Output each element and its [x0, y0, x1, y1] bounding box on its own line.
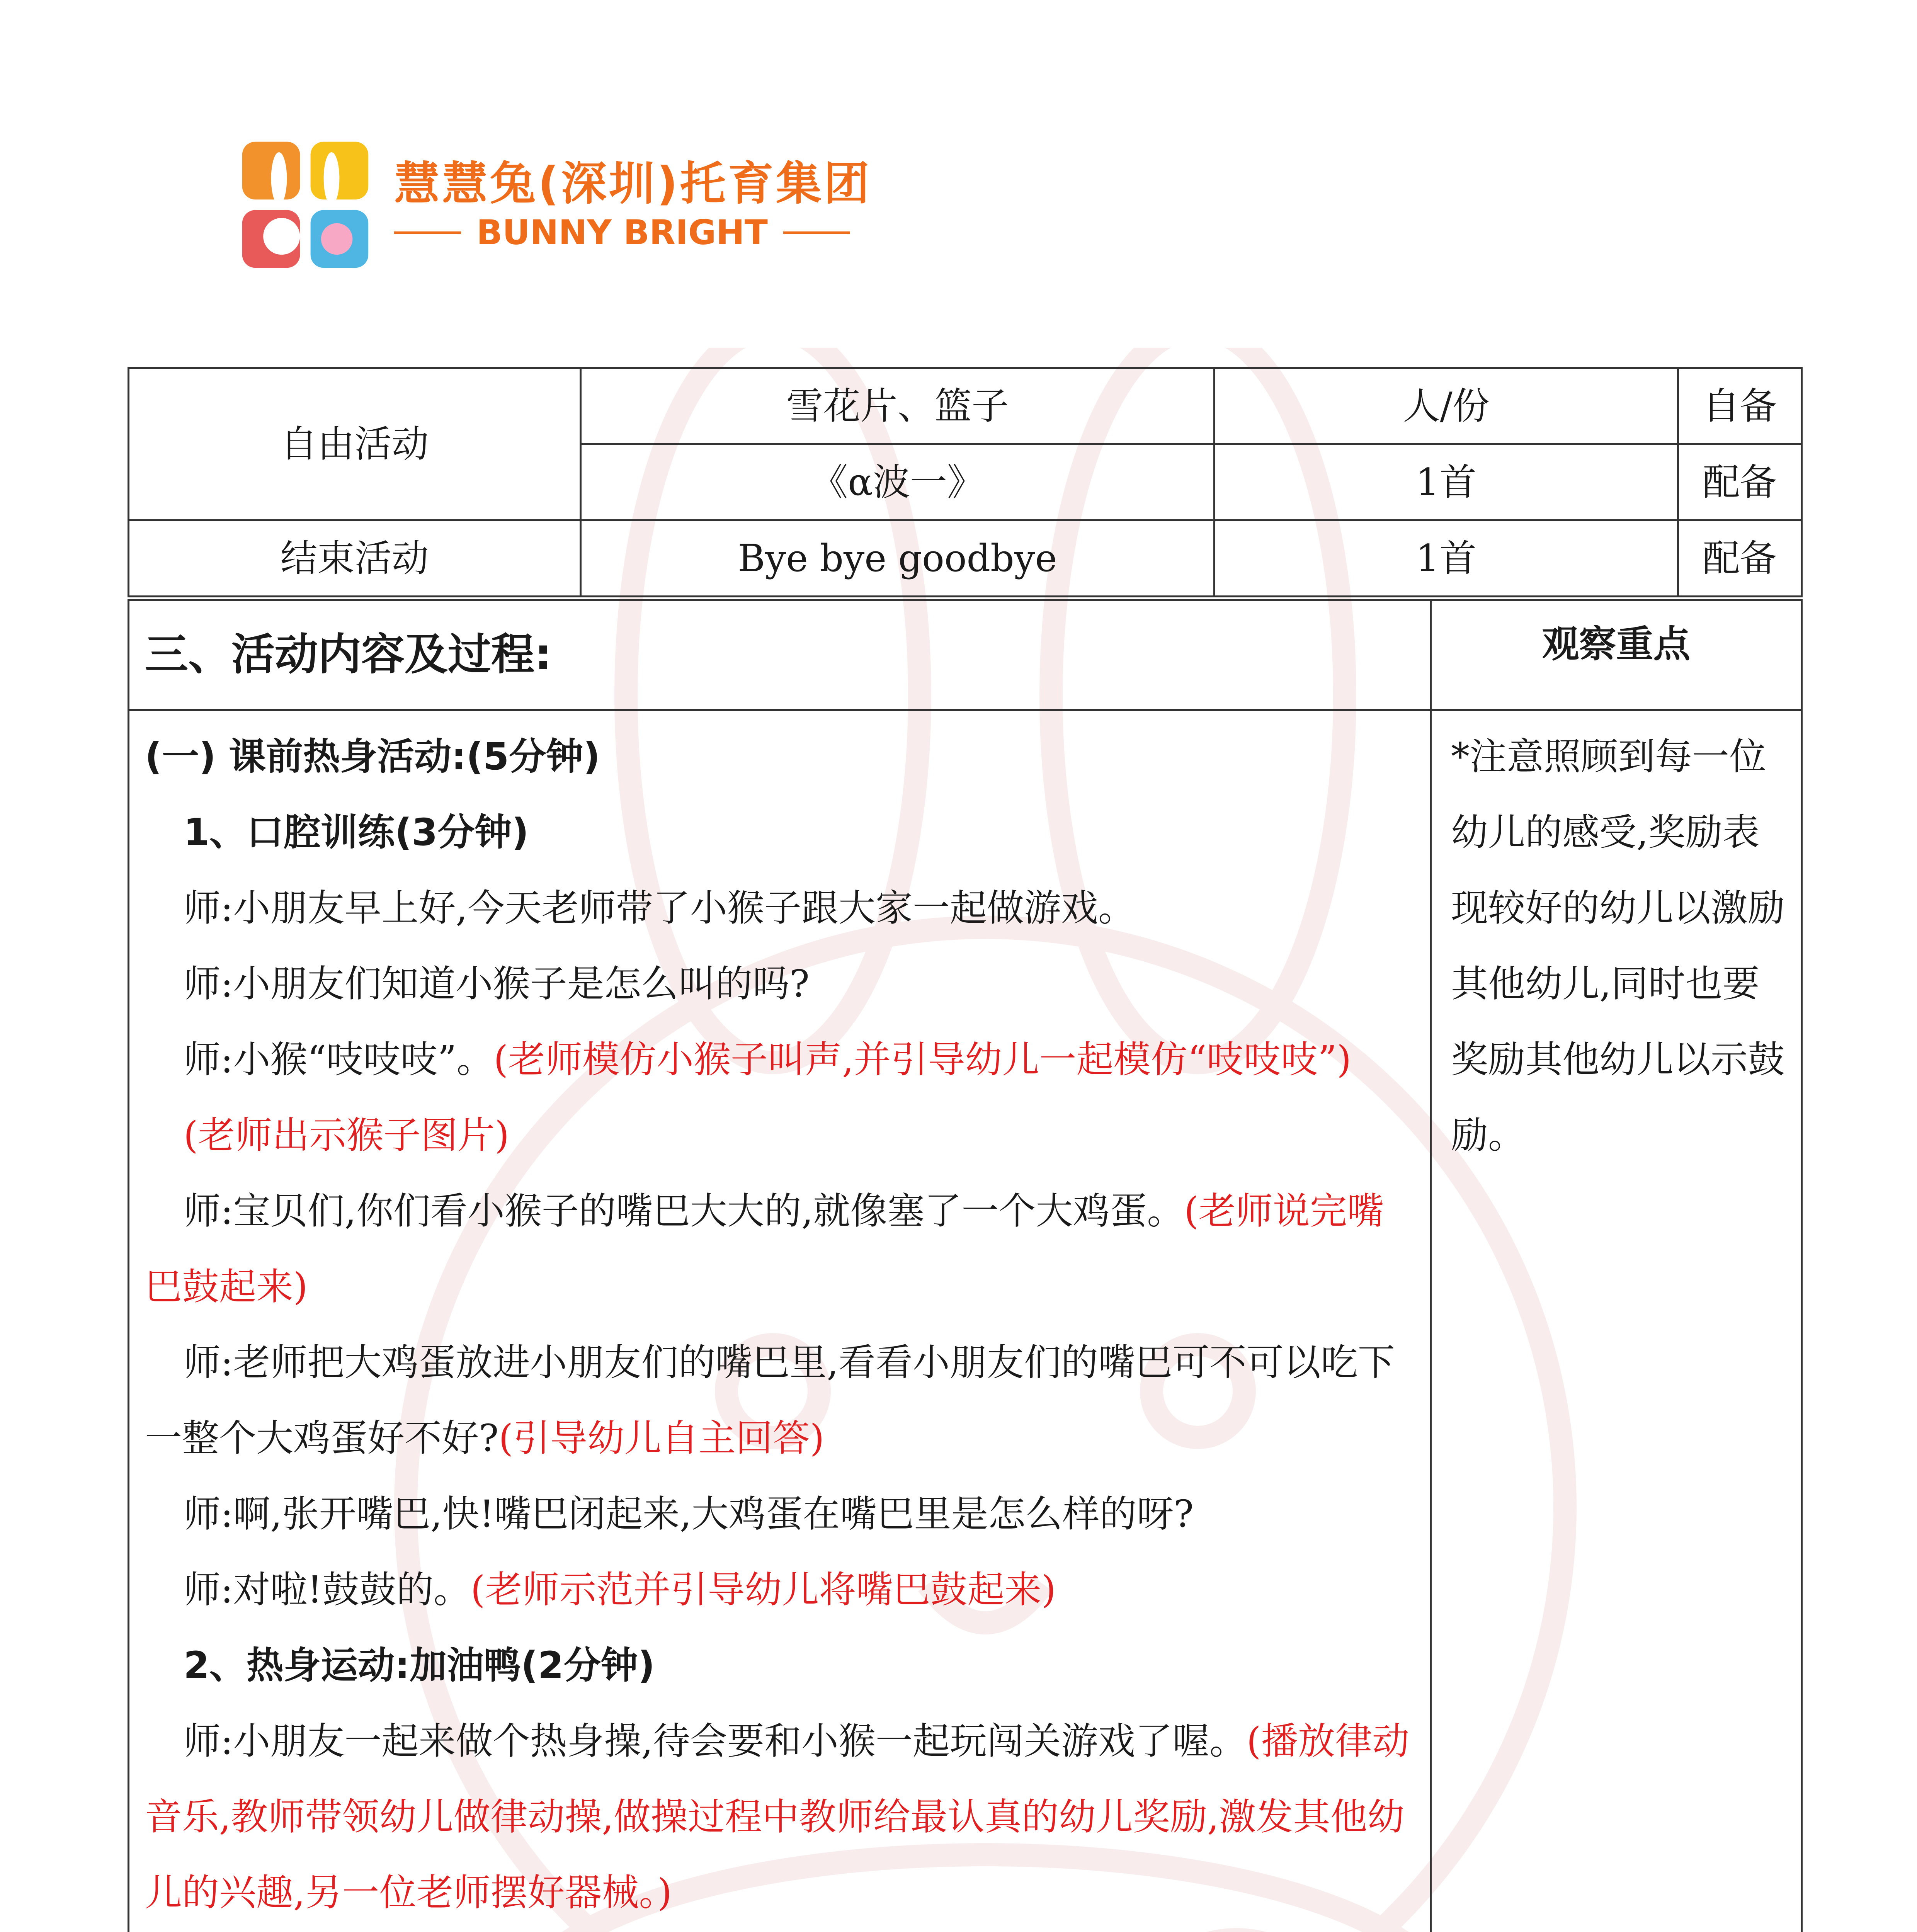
table-row	[129, 710, 1802, 1932]
dialogue-line	[145, 1552, 1414, 1628]
source-cell: 配备	[1678, 520, 1802, 597]
logo-subtitle-row	[394, 213, 850, 252]
dialogue-line	[145, 1022, 1414, 1097]
table-row	[129, 600, 1802, 710]
divider	[394, 231, 461, 234]
logo-subtitle: BUNNY BRIGHT	[476, 213, 768, 252]
bunny-logo-icon	[240, 139, 371, 270]
item-cell: 雪花片、篮子	[581, 368, 1214, 444]
quantity-cell: 1首	[1214, 520, 1678, 597]
company-logo	[240, 139, 896, 270]
dialogue-line: 师:小朋友早上好,今天老师带了小猴子跟大家一起做游戏。	[184, 886, 1135, 930]
source-cell: 自备	[1678, 368, 1802, 444]
dialogue-line	[145, 1703, 1414, 1930]
source-cell: 配备	[1678, 444, 1802, 520]
teacher-note: (老师模仿小猴子叫声,并引导幼儿一起模仿“吱吱吱”)	[493, 1038, 1352, 1081]
table-row	[129, 520, 1802, 597]
activity-cell: 自由活动	[129, 368, 581, 520]
teacher-note: (老师出示猴子图片)	[184, 1114, 509, 1157]
dialogue-text: 师:小朋友一起来做个热身操,待会要和小猴一起玩闯关游戏了喔。	[184, 1719, 1247, 1763]
dialogue-line	[145, 1173, 1414, 1325]
dialogue-text: 师:小猴“吱吱吱”。	[184, 1038, 494, 1081]
materials-table	[128, 367, 1803, 597]
dialogue-line	[145, 1325, 1414, 1476]
teacher-note: (老师说完嘴巴鼓起来)	[145, 1189, 1384, 1308]
dialogue-text: 师:老师把大鸡蛋放进小朋友们的嘴巴里,看看小朋友们的嘴巴可不可以吃下一整个大鸡蛋好不好?	[145, 1341, 1395, 1460]
sub-heading: 1、口腔训练(3分钟)	[184, 811, 529, 854]
dialogue-text: 师:宝贝们,你们看小猴子的嘴巴大大的,就像塞了一个大鸡蛋。	[184, 1189, 1184, 1233]
teacher-note: (播放律动音乐,教师带领幼儿做律动操,做操过程中教师给最认真的幼儿奖励,激发其他幼儿的兴趣,另一位老师摆好器械。)	[145, 1719, 1410, 1914]
observation-title: 观察重点	[1431, 600, 1802, 710]
dialogue-text: 师:对啦!鼓鼓的。	[184, 1568, 471, 1611]
quantity-cell: 人/份	[1214, 368, 1678, 444]
teacher-note: (老师示范并引导幼儿将嘴巴鼓起来)	[470, 1568, 1056, 1611]
observation-cell	[1431, 710, 1802, 1932]
dialogue-line: 师:小朋友们知道小猴子是怎么叫的吗?	[184, 962, 810, 1005]
item-cell: Bye bye goodbye	[581, 520, 1214, 597]
warmup-content	[129, 710, 1431, 1932]
sub-heading: 2、热身运动:加油鸭(2分钟)	[184, 1644, 655, 1687]
part-heading: (一) 课前热身活动:(5分钟)	[145, 735, 600, 778]
section-title: 三、活动内容及过程:	[129, 600, 1431, 710]
item-cell: 《α波一》	[581, 444, 1214, 520]
teacher-note: (引导幼儿自主回答)	[498, 1417, 825, 1460]
observation-text: *注意照顾到每一位幼儿的感受,奖励表现较好的幼儿以激励其他幼儿,同时也要奖励其他幼儿以示鼓励。	[1451, 735, 1785, 1157]
table-row	[129, 368, 1802, 444]
quantity-cell: 1首	[1214, 444, 1678, 520]
process-table	[128, 599, 1803, 1932]
logo-title: 慧慧兔(深圳)托育集团	[394, 157, 872, 210]
dialogue-line: 师:啊,张开嘴巴,快!嘴巴闭起来,大鸡蛋在嘴巴里是怎么样的呀?	[184, 1492, 1194, 1536]
activity-cell: 结束活动	[129, 520, 581, 597]
divider	[783, 231, 850, 234]
